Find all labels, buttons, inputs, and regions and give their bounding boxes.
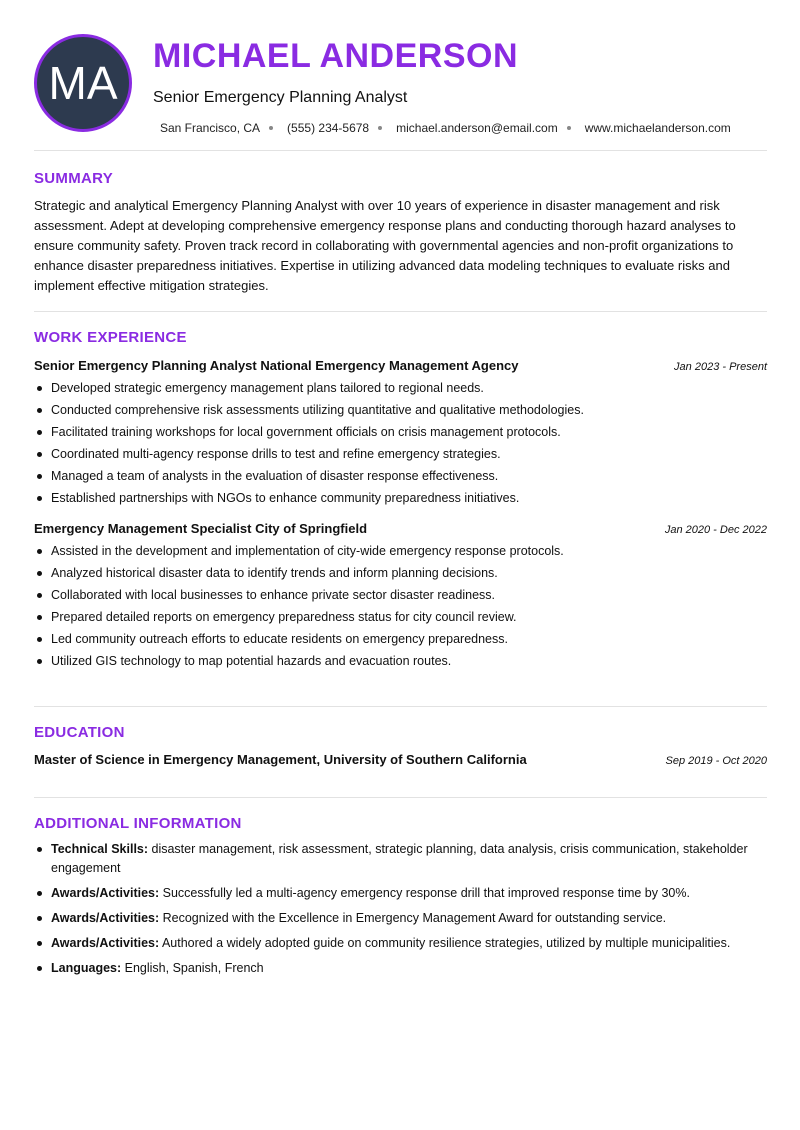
list-item: Collaborated with local businesses to enhance private sector disaster readiness.	[34, 584, 767, 606]
candidate-title: Senior Emergency Planning Analyst	[153, 89, 408, 106]
list-item	[34, 934, 767, 953]
job-header	[34, 521, 767, 536]
item-text: Authored a widely adopted guide on community resilience strategies, utilized by multiple municipalities.	[159, 936, 731, 950]
summary-text: Strategic and analytical Emergency Planning Analyst with over 10 years of experience in disaster management and risk assessment. Adept at developing comprehensive emergency response plans and conducting thorough hazard analyses to ensure community safety. Proven track record in collaborating with governmental agencies and non-profit organizations to enhance disaster preparedness initiatives. Expertise in utilizing advanced data modeling techniques to evaluate risks and implement effective mitigation strategies.	[34, 198, 736, 293]
job-bullets	[34, 377, 767, 509]
item-label: Awards/Activities:	[51, 936, 160, 950]
candidate-name: MICHAEL ANDERSON	[153, 37, 519, 75]
item-text: Recognized with the Excellence in Emergency Management Award for outstanding service.	[159, 911, 667, 925]
list-item: Utilized GIS technology to map potential hazards and evacuation routes.	[34, 650, 767, 672]
resume-header	[34, 0, 767, 150]
job-header	[34, 358, 767, 373]
job-entry	[34, 358, 767, 509]
education-entry	[34, 752, 767, 767]
section-heading-experience: WORK EXPERIENCE	[34, 329, 187, 346]
list-item: Established partnerships with NGOs to enhance community preparedness initiatives.	[34, 487, 767, 509]
list-item: Coordinated multi-agency response drills to test and refine emergency strategies.	[34, 443, 767, 465]
avatar	[34, 34, 132, 132]
divider	[34, 797, 767, 798]
item-label: Technical Skills:	[51, 842, 149, 856]
separator-dot	[567, 126, 571, 130]
education-section	[34, 724, 767, 767]
experience-section	[34, 329, 767, 672]
job-date: Jan 2023 - Present	[674, 361, 767, 373]
section-heading-education: EDUCATION	[34, 724, 125, 741]
job-entry	[34, 521, 767, 672]
list-item: Analyzed historical disaster data to identify trends and inform planning decisions.	[34, 562, 767, 584]
item-label: Awards/Activities:	[51, 911, 160, 925]
education-date: Sep 2019 - Oct 2020	[665, 755, 767, 767]
divider	[34, 311, 767, 312]
list-item: Managed a team of analysts in the evaluation of disaster response effectiveness.	[34, 465, 767, 487]
item-label: Awards/Activities:	[51, 886, 160, 900]
job-title: Emergency Management Specialist City of Springfield	[34, 521, 368, 536]
divider	[34, 150, 767, 151]
list-item	[34, 840, 767, 878]
list-item: Assisted in the development and implementation of city-wide emergency response protocols.	[34, 540, 767, 562]
additional-list	[34, 840, 767, 978]
divider	[34, 706, 767, 707]
list-item	[34, 959, 767, 978]
job-date: Jan 2020 - Dec 2022	[664, 524, 767, 536]
list-item	[34, 884, 767, 903]
degree-title: Master of Science in Emergency Management, University of Southern California	[34, 752, 527, 767]
item-text: English, Spanish, French	[121, 961, 264, 975]
contact-website[interactable]: www.michaelanderson.com	[584, 121, 731, 135]
section-heading-additional: ADDITIONAL INFORMATION	[34, 815, 242, 832]
item-text: Successfully led a multi-agency emergency response drill that improved response time by 30%.	[159, 886, 690, 900]
job-title: Senior Emergency Planning Analyst National Emergency Management Agency	[34, 358, 519, 373]
item-label: Languages:	[51, 961, 122, 975]
separator-dot	[269, 126, 273, 130]
contact-phone: (555) 234-5678	[287, 121, 370, 135]
list-item: Developed strategic emergency management plans tailored to regional needs.	[34, 377, 767, 399]
contact-location: San Francisco, CA	[160, 121, 261, 135]
summary-section	[34, 170, 767, 296]
avatar-initials: MA	[48, 57, 118, 109]
contact-line	[160, 121, 731, 135]
list-item: Prepared detailed reports on emergency preparedness status for city council review.	[34, 606, 767, 628]
list-item	[34, 909, 767, 928]
section-heading-summary: SUMMARY	[34, 170, 114, 187]
list-item: Conducted comprehensive risk assessments utilizing quantitative and qualitative methodologies.	[34, 399, 767, 421]
item-text: disaster management, risk assessment, strategic planning, data analysis, crisis communication, stakeholder engagement	[51, 842, 748, 875]
separator-dot	[378, 126, 382, 130]
contact-email[interactable]: michael.anderson@email.com	[396, 121, 558, 135]
list-item: Facilitated training workshops for local government officials on crisis management protocols.	[34, 421, 767, 443]
additional-section	[34, 815, 767, 984]
list-item: Led community outreach efforts to educate residents on emergency preparedness.	[34, 628, 767, 650]
job-bullets	[34, 540, 767, 672]
